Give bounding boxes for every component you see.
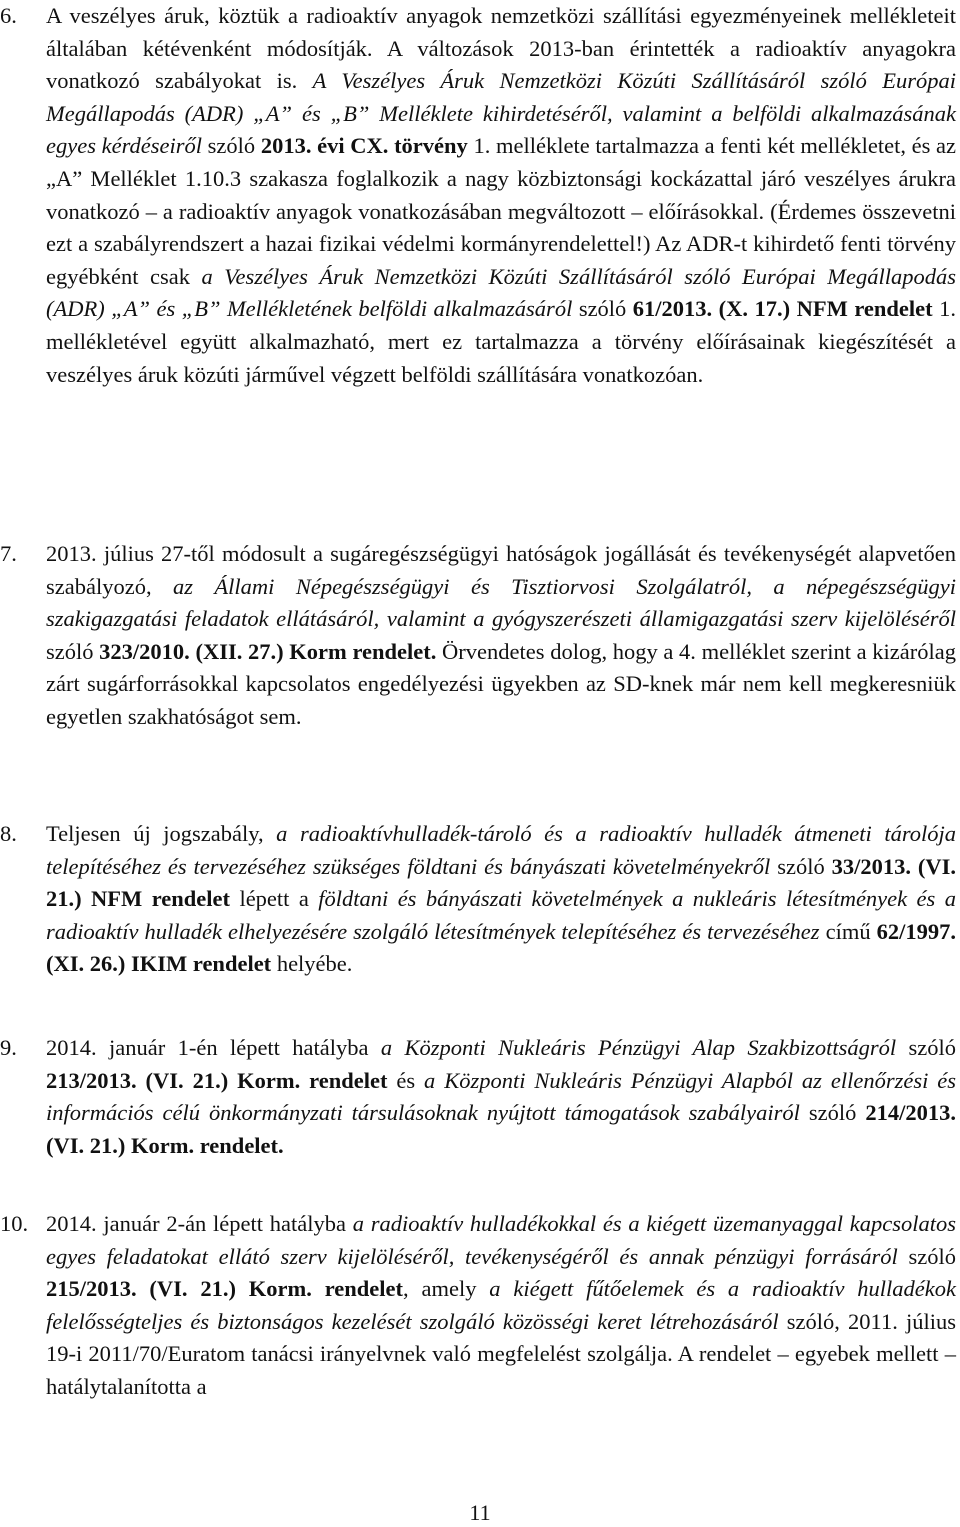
- list-item-10: [0, 1208, 960, 1404]
- text-run: Teljesen új jogszabály,: [46, 821, 277, 846]
- item-number: 9.: [0, 1035, 17, 1060]
- text-run: és: [387, 1067, 425, 1093]
- text-run: A veszélyes áruk, köztük a radioaktív anyagok nemzetközi szállítási egyezményeinek mellékleteit általában kétévenként módosítják. A változások 2013-ban érintették a radioaktív anyagokra vonatkozó szabályokat is.: [46, 3, 956, 94]
- item-paragraph: [46, 818, 956, 981]
- text-run: 1. melléklete tartalmazza a fenti két mellékletet, és az „A” Melléklet 1.10.3 szakasza foglalkozik a nagy közbiztonsági kockázattal járó veszélyes árukra vonatkozó – a radioaktív anyagok vonatkozásában megváltozott – előírásokkal. (Érdemes összevetni ezt a szabályrendszert a hazai fizikai védelmi kormányrendelettel!) Az ADR-t kihirdető fenti törvény egyébként csak: [46, 133, 956, 289]
- item-number: 7.: [0, 541, 17, 566]
- text-run: szóló: [799, 1100, 866, 1126]
- italic-text-run: földtani és bányászati követelmények a nukleáris létesítmények és a radioaktív hulladék elhelyezésére szolgáló létesítmények telepítéséhez és tervezéséhez: [46, 886, 956, 944]
- bold-text-run: 61/2013. (X. 17.) NFM rendelet: [632, 296, 933, 322]
- item-number: 10.: [0, 1211, 29, 1236]
- text-run: lépett a: [230, 886, 319, 912]
- text-run: szóló: [46, 638, 100, 664]
- list-item-8: [0, 818, 960, 981]
- text-run: 2014. január 2-án lépett hatályba: [46, 1211, 353, 1236]
- bold-text-run: 62/1997. (XI. 26.) IKIM rendelet: [46, 918, 956, 977]
- italic-text-run: a radioaktív hulladékokkal és a kiégett üzemanyaggal kapcsolatos egyes feladatokat ellátó szerv kijelöléséről, tevékenységéről és annak pénzügyi forrásáról: [46, 1211, 957, 1269]
- item-paragraph: [46, 1208, 956, 1404]
- bold-text-run: 2013. évi CX. törvény: [260, 133, 468, 159]
- bold-text-run: 214/2013. (VI. 21.) Korm. rendelet.: [46, 1100, 957, 1158]
- italic-text-run: a kiégett fűtőelemek és a radioaktív hulladékok felelősségteljes és biztonságos kezelését szolgáló közösségi keret létrehozásáról: [46, 1276, 956, 1334]
- item-paragraph: [46, 1032, 956, 1162]
- text-run: szóló, 2011. július 19-i 2011/70/Euratom tanácsi irányelvnek való megfelelést szolgálja. A rendelet – egyebek mellett – hatálytalanította a: [46, 1308, 956, 1399]
- text-run: 2014. január 1-én lépett hatályba: [46, 1035, 381, 1060]
- text-run: szóló: [572, 296, 633, 322]
- italic-text-run: a Veszélyes Áruk Nemzetközi Közúti Szállításáról szóló Európai Megállapodás (ADR) „A” és „B” Mellékletének belföldi alkalmazásáról: [46, 263, 956, 322]
- text-run: szóló: [896, 1035, 957, 1060]
- italic-text-run: a radioaktívhulladék-tároló és a radioaktív hulladék átmeneti tárolója telepítéséhez és tervezéséhez szükséges földtani és bányászati követelményekről: [46, 821, 956, 879]
- text-run: Örvendetes dolog, hogy a 4. melléklet szerint a kizárólag zárt sugárforrásokkal kapcsolatos engedélyezési ügyekben az SD-knek már nem kell megkeresniük egyetlen szakhatóságot sem.: [46, 638, 956, 729]
- bold-text-run: 213/2013. (VI. 21.) Korm. rendelet: [46, 1067, 388, 1093]
- list-item-7: [0, 538, 960, 734]
- italic-text-run: a Központi Nukleáris Pénzügyi Alapból az ellenőrzési és információs célú önkormányzati társulásoknak nyújtott támogatások szabályairól: [46, 1067, 956, 1126]
- text-run: című: [819, 918, 877, 944]
- item-paragraph: [46, 538, 956, 734]
- bold-text-run: 215/2013. (VI. 21.) Korm. rendelet: [46, 1276, 404, 1302]
- bold-text-run: 323/2010. (XII. 27.) Korm rendelet.: [99, 638, 437, 664]
- page-number: 11: [469, 1500, 491, 1525]
- list-item-9: [0, 1032, 960, 1162]
- text-run: szóló: [202, 133, 261, 159]
- list-item-6: [0, 0, 960, 391]
- text-run: 1. mellékletével együtt alkalmazható, mert ez tartalmazza a törvény előírásainak kiegészítését a veszélyes áruk közúti járművel végzett belföldi szállítására vonatkozóan.: [46, 296, 956, 387]
- italic-text-run: A Veszélyes Áruk Nemzetközi Közúti Szállításáról szóló Európai Megállapodás (ADR) „A” és „B” Melléklete kihirdetéséről, valamint a belföldi alkalmazásának egyes kérdéseiről: [46, 68, 957, 159]
- italic-text-run: az Állami Népegészségügyi és Tisztiorvosi Szolgálatról, a népegészségügyi szakigazgatási feladatok ellátásáról, valamint a gyógyszerészeti államigazgatási szerv kijelöléséről: [46, 573, 956, 632]
- item-paragraph: [46, 0, 956, 391]
- italic-text-run: a Központi Nukleáris Pénzügyi Alap Szakbizottságról: [380, 1035, 897, 1060]
- text-run: szóló: [897, 1243, 956, 1269]
- text-run: szóló: [770, 853, 832, 879]
- item-number: 6.: [0, 3, 17, 28]
- item-number: 8.: [0, 821, 17, 846]
- bold-text-run: 33/2013. (VI. 21.) NFM rendelet: [46, 853, 957, 912]
- text-run: helyébe.: [271, 951, 353, 977]
- text-run: 2013. július 27-től módosult a sugáregészségügyi hatóságok jogállását és tevékenységét alapvetően szabályozó,: [46, 541, 956, 599]
- text-run: , amely: [403, 1276, 490, 1302]
